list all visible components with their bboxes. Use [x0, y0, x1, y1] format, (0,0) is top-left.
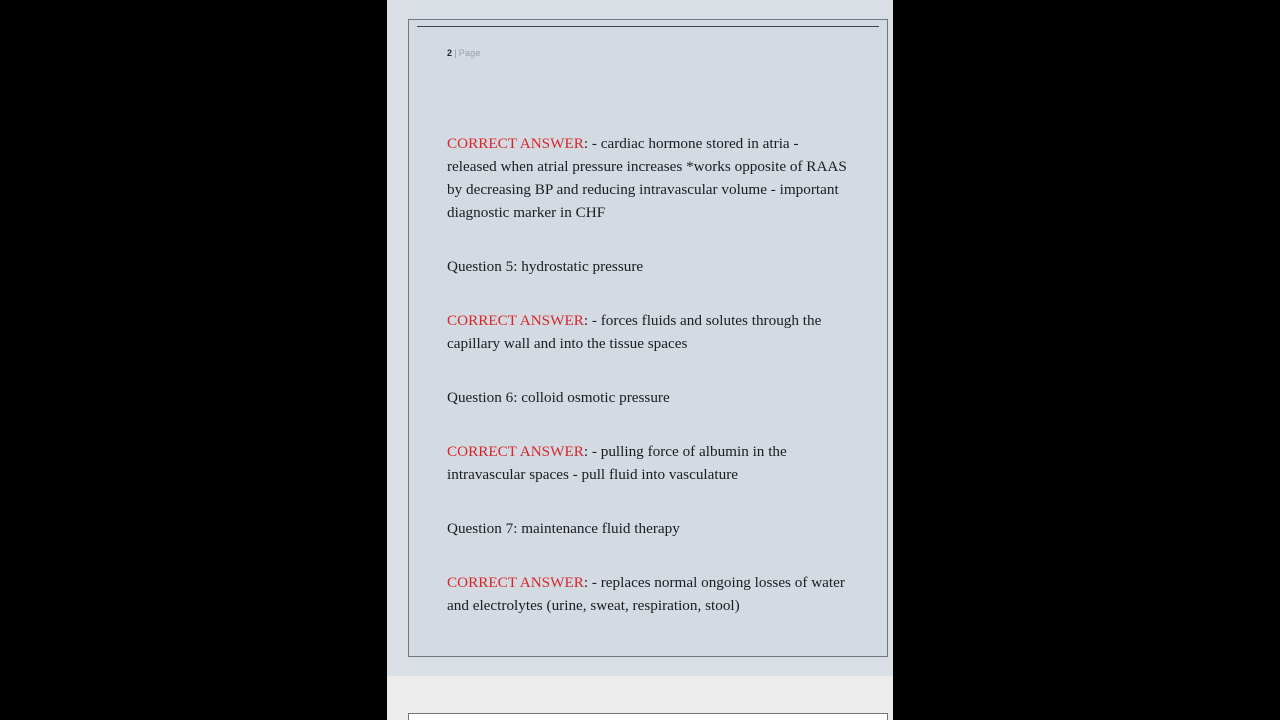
page-header-rule: [417, 26, 879, 27]
page-number-separator: |: [454, 48, 457, 58]
answer-text: - cardiac hormone stored in atria - released when atrial pressure increases *works opposite of RAAS by decreasing BP and reducing intravascular volume - important diagnostic marker in CHF: [447, 135, 847, 221]
answer-colon: :: [583, 312, 589, 329]
document-page-3-top: [408, 713, 888, 720]
page-body-text: [447, 132, 847, 617]
answer-text: - pulling force of albumin in the intravascular spaces - pull fluid into vasculature: [447, 443, 787, 483]
document-page-2: [408, 19, 888, 657]
answer-label: CORRECT ANSWER: [447, 443, 584, 460]
answer-colon: :: [583, 443, 589, 460]
answer-colon: :: [583, 135, 589, 152]
answer-block-5: [447, 309, 847, 355]
answer-text: - forces fluids and solutes through the capillary wall and into the tissue spaces: [447, 312, 822, 352]
document-scroll-viewport[interactable]: [387, 0, 893, 720]
page-number-label: Page: [458, 48, 481, 58]
answer-block-6: [447, 440, 847, 486]
answer-block-7: [447, 571, 847, 617]
page-number-header: [447, 48, 481, 58]
question-7: Question 7: maintenance fluid therapy: [447, 520, 680, 537]
question-5: Question 5: hydrostatic pressure: [447, 258, 644, 275]
answer-block-4: [447, 132, 847, 224]
answer-label: CORRECT ANSWER: [447, 135, 584, 152]
answer-label: CORRECT ANSWER: [447, 312, 584, 329]
answer-colon: :: [583, 574, 589, 591]
letterbox-right: [893, 0, 1280, 720]
answer-text: - replaces normal ongoing losses of water and electrolytes (urine, sweat, respiration, stool): [447, 574, 845, 614]
question-6: Question 6: colloid osmotic pressure: [447, 389, 670, 406]
page-number-value: 2: [447, 48, 453, 58]
letterbox-left: [0, 0, 387, 720]
answer-label: CORRECT ANSWER: [447, 574, 584, 591]
